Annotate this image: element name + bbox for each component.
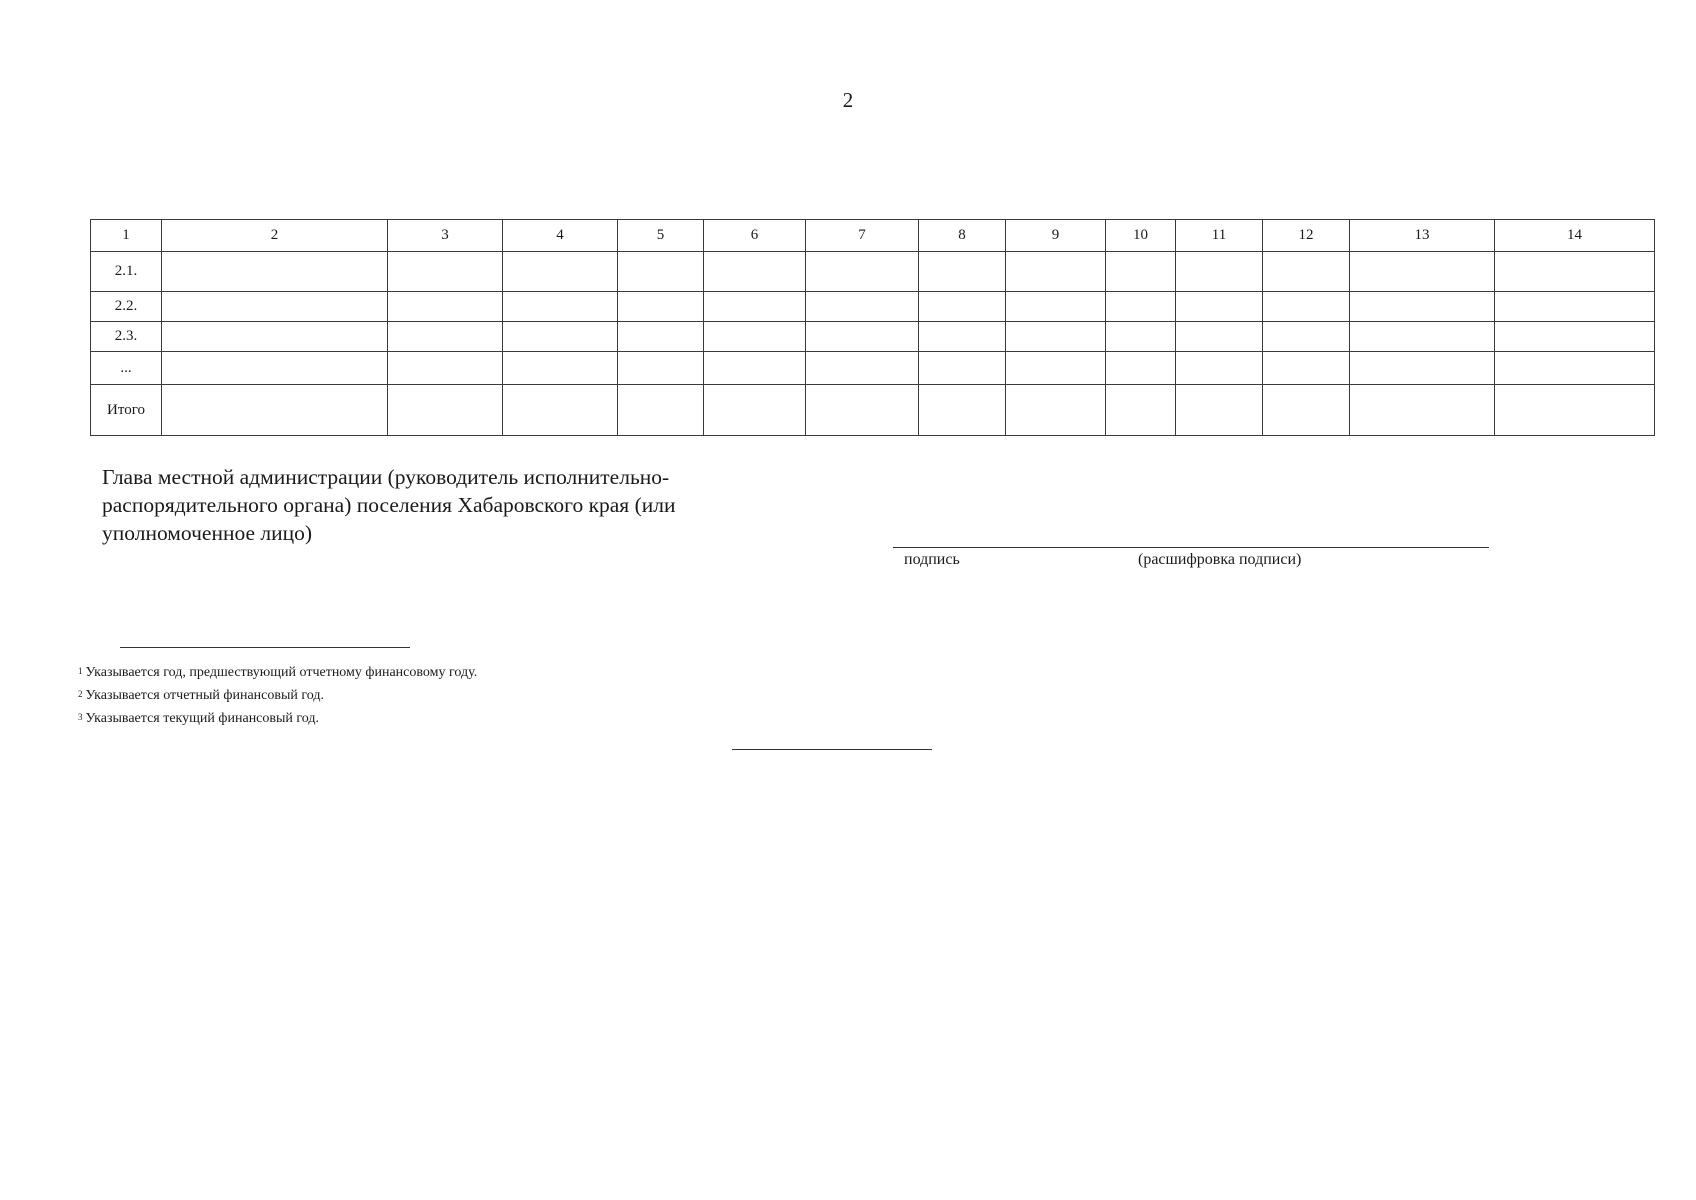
row-label: 2.3. — [91, 322, 162, 352]
table-cell — [1006, 385, 1106, 436]
table-cell — [1350, 385, 1495, 436]
column-number: 13 — [1350, 220, 1495, 252]
footnote-item — [78, 661, 477, 684]
column-number: 1 — [91, 220, 162, 252]
signature-line — [893, 547, 1489, 548]
table-cell — [618, 385, 704, 436]
table-cell — [1176, 322, 1263, 352]
row-label: ... — [91, 352, 162, 385]
table-cell — [388, 292, 503, 322]
table-cell — [806, 292, 919, 322]
column-number: 10 — [1106, 220, 1176, 252]
table-row — [91, 252, 1655, 292]
table-cell — [618, 252, 704, 292]
column-number: 2 — [162, 220, 388, 252]
footnotes — [78, 661, 477, 730]
row-label: 2.1. — [91, 252, 162, 292]
column-number: 9 — [1006, 220, 1106, 252]
table-cell — [388, 322, 503, 352]
total-row-label: Итого — [91, 385, 162, 436]
table-total-row — [91, 385, 1655, 436]
table-cell — [1176, 292, 1263, 322]
column-number: 8 — [919, 220, 1006, 252]
table-cell — [704, 385, 806, 436]
footnote-mark: 1 — [78, 666, 83, 676]
table-cell — [1263, 352, 1350, 385]
footnote-item — [78, 684, 477, 707]
table-cell — [1006, 322, 1106, 352]
signature-decoding-caption: (расшифровка подписи) — [1138, 551, 1302, 568]
row-label: 2.2. — [91, 292, 162, 322]
table-cell — [1495, 352, 1655, 385]
table-cell — [1176, 352, 1263, 385]
table-cell — [1495, 252, 1655, 292]
table-cell — [1106, 292, 1176, 322]
footnote-separator — [120, 647, 410, 648]
footnote-text: Указывается текущий финансовый год. — [85, 711, 320, 726]
table-cell — [806, 385, 919, 436]
page-number: 2 — [842, 88, 854, 112]
column-number: 11 — [1176, 220, 1263, 252]
table-cell — [919, 352, 1006, 385]
table-cell — [1106, 252, 1176, 292]
table-cell — [1350, 322, 1495, 352]
footnote-mark: 3 — [78, 712, 83, 722]
table-row — [91, 322, 1655, 352]
column-number: 12 — [1263, 220, 1350, 252]
column-number: 4 — [503, 220, 618, 252]
table-cell — [1350, 252, 1495, 292]
table-cell — [1495, 322, 1655, 352]
column-number: 7 — [806, 220, 919, 252]
table-cell — [618, 322, 704, 352]
table-cell — [806, 322, 919, 352]
table-cell — [919, 292, 1006, 322]
column-number: 3 — [388, 220, 503, 252]
table-cell — [919, 322, 1006, 352]
column-number: 14 — [1495, 220, 1655, 252]
table-cell — [919, 252, 1006, 292]
table-cell — [618, 352, 704, 385]
table-cell — [1106, 352, 1176, 385]
table-cell — [704, 252, 806, 292]
table-cell — [503, 322, 618, 352]
footnote-text: Указывается год, предшествующий отчетному финансовому году. — [85, 665, 478, 680]
table-cell — [1176, 385, 1263, 436]
table-cell — [1350, 352, 1495, 385]
footnote-text: Указывается отчетный финансовый год. — [85, 688, 325, 703]
table-cell — [162, 322, 388, 352]
table-row — [91, 292, 1655, 322]
table-cell — [1106, 322, 1176, 352]
table-cell — [503, 385, 618, 436]
table-cell — [1263, 292, 1350, 322]
table-row — [91, 352, 1655, 385]
report-table — [90, 219, 1655, 436]
table-cell — [1006, 252, 1106, 292]
table-cell — [1495, 292, 1655, 322]
end-rule — [732, 749, 932, 750]
signature-caption: подпись — [904, 551, 960, 568]
footnote-mark: 2 — [78, 689, 83, 699]
table-cell — [388, 352, 503, 385]
table-cell — [704, 322, 806, 352]
table-header-row — [91, 220, 1655, 252]
table-cell — [1263, 385, 1350, 436]
table-cell — [1006, 352, 1106, 385]
table-cell — [919, 385, 1006, 436]
table-cell — [388, 252, 503, 292]
signer-title: Глава местной администрации (руководитель исполнительно-распорядительного органа) поселения Хабаровского края (или уполномоченное лицо) — [102, 465, 676, 545]
column-number: 5 — [618, 220, 704, 252]
table-cell — [1106, 385, 1176, 436]
table-cell — [1495, 385, 1655, 436]
table-cell — [618, 292, 704, 322]
table-cell — [388, 385, 503, 436]
table-cell — [162, 385, 388, 436]
table-cell — [162, 252, 388, 292]
table-cell — [806, 252, 919, 292]
table-cell — [1263, 322, 1350, 352]
table-cell — [503, 292, 618, 322]
table-cell — [1006, 292, 1106, 322]
column-number: 6 — [704, 220, 806, 252]
table-cell — [1176, 252, 1263, 292]
table-cell — [162, 352, 388, 385]
table-cell — [162, 292, 388, 322]
table-cell — [503, 352, 618, 385]
table-cell — [704, 352, 806, 385]
footnote-item — [78, 707, 477, 730]
table-cell — [806, 352, 919, 385]
table-cell — [1263, 252, 1350, 292]
table-cell — [1350, 292, 1495, 322]
table-cell — [503, 252, 618, 292]
table-cell — [704, 292, 806, 322]
